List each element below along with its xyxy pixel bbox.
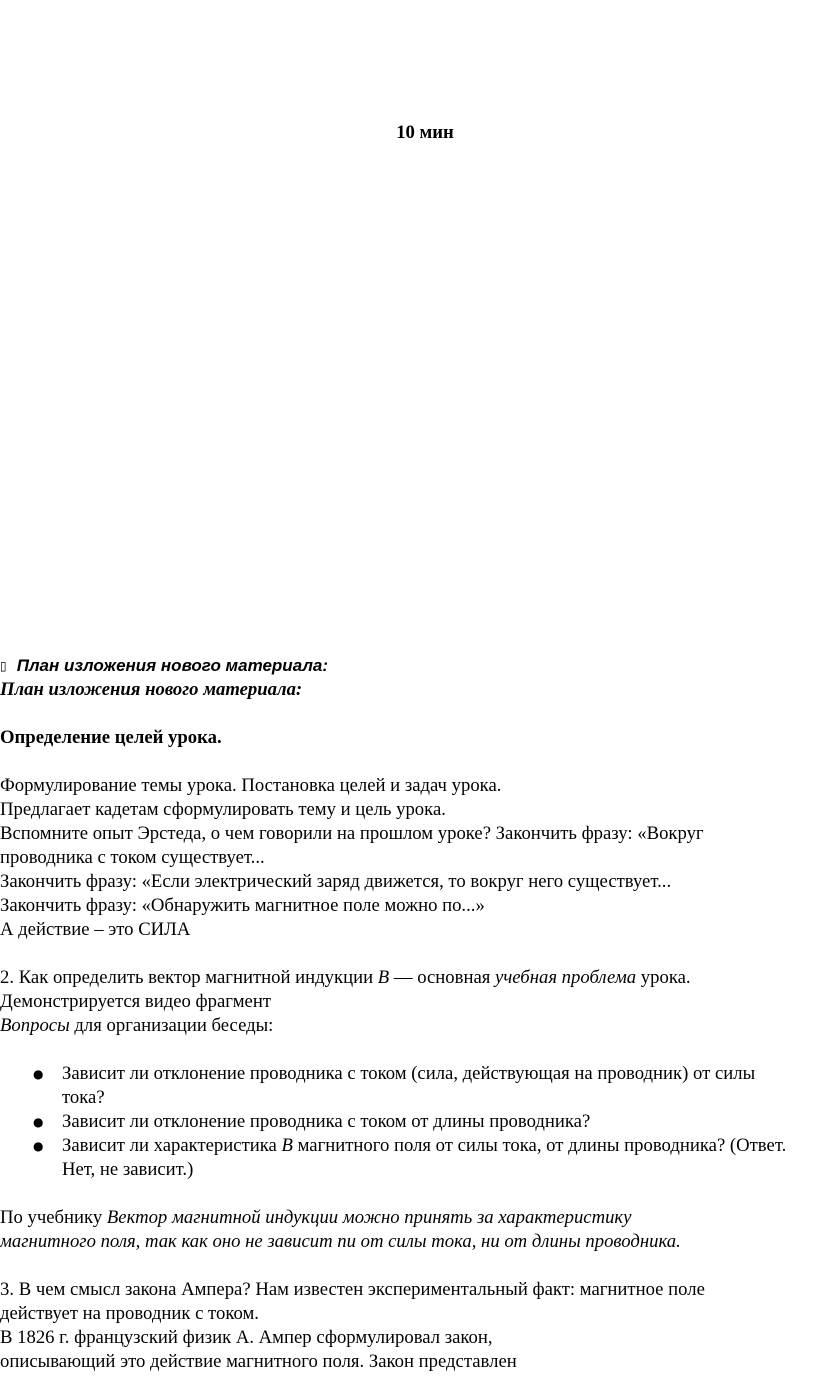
text-line: Предлагает кадетам сформулировать тему и цель урока.: [0, 799, 446, 820]
lesson-content: [0, 654, 816, 1374]
bullet-icon: ●: [33, 1139, 44, 1153]
text-line: действует на проводник с током.: [0, 1303, 259, 1324]
plan-heading-sans-text: План изложения нового материала:: [16, 656, 329, 675]
text-line: Закончить фразу: «Если электрический заряд движется, то вокруг него существует...: [0, 871, 672, 892]
text-line: Закончить фразу: «Обнаружить магнитное поле можно по...»: [0, 895, 485, 916]
plan-heading: План изложения нового материала:: [0, 679, 303, 700]
text-line: Вспомните опыт Эрстеда, о чем говорили на прошлом уроке? Закончить фразу: «Вокруг: [0, 823, 704, 844]
bullet-icon: ●: [33, 1115, 44, 1129]
list-item: ● Зависит ли характеристика B магнитного поля от силы тока, от длины проводника? (Ответ. Нет, не зависит.): [33, 1135, 787, 1180]
text-line: А действие – это СИЛА: [0, 919, 191, 940]
textbook-quote: По учебнику Вектор магнитной индукции можно принять за характеристику: [0, 1207, 632, 1228]
text-line: описывающий это действие магнитного поля. Закон представлен: [0, 1351, 517, 1372]
questions-list: [0, 1062, 816, 1182]
problem-question: 2. Как определить вектор магнитной индукции B — основная учебная проблема урока.: [0, 967, 691, 988]
list-item: ● Зависит ли отклонение проводника с током (сила, действующая на проводник) от силы тока?: [33, 1063, 756, 1108]
lesson-duration: 10 мин: [396, 122, 454, 143]
questions-intro: Вопросы для организации беседы:: [0, 1015, 274, 1036]
text-line: В 1826 г. французский физик А. Ампер сформулировал закон,: [0, 1327, 493, 1348]
video-demo-line: Демонстрируется видео фрагмент: [0, 991, 272, 1012]
text-line: 3. В чем смысл закона Ампера? Нам известен экспериментальный факт: магнитное поле: [0, 1279, 705, 1300]
missing-glyph-icon: ▯: [0, 659, 7, 673]
bullet-icon: ●: [33, 1067, 44, 1081]
section-heading-goals: Определение целей урока.: [0, 727, 222, 748]
text-line: Формулирование темы урока. Постановка целей и задач урока.: [0, 775, 502, 796]
text-line: проводника с током существует...: [0, 847, 265, 868]
list-item: ● Зависит ли отклонение проводника с током от длины проводника?: [33, 1111, 591, 1132]
textbook-quote-continued: магнитного поля, так как оно не зависит пи от силы тока, ни от длины проводника.: [0, 1231, 681, 1252]
plan-heading-sans: [0, 654, 816, 678]
